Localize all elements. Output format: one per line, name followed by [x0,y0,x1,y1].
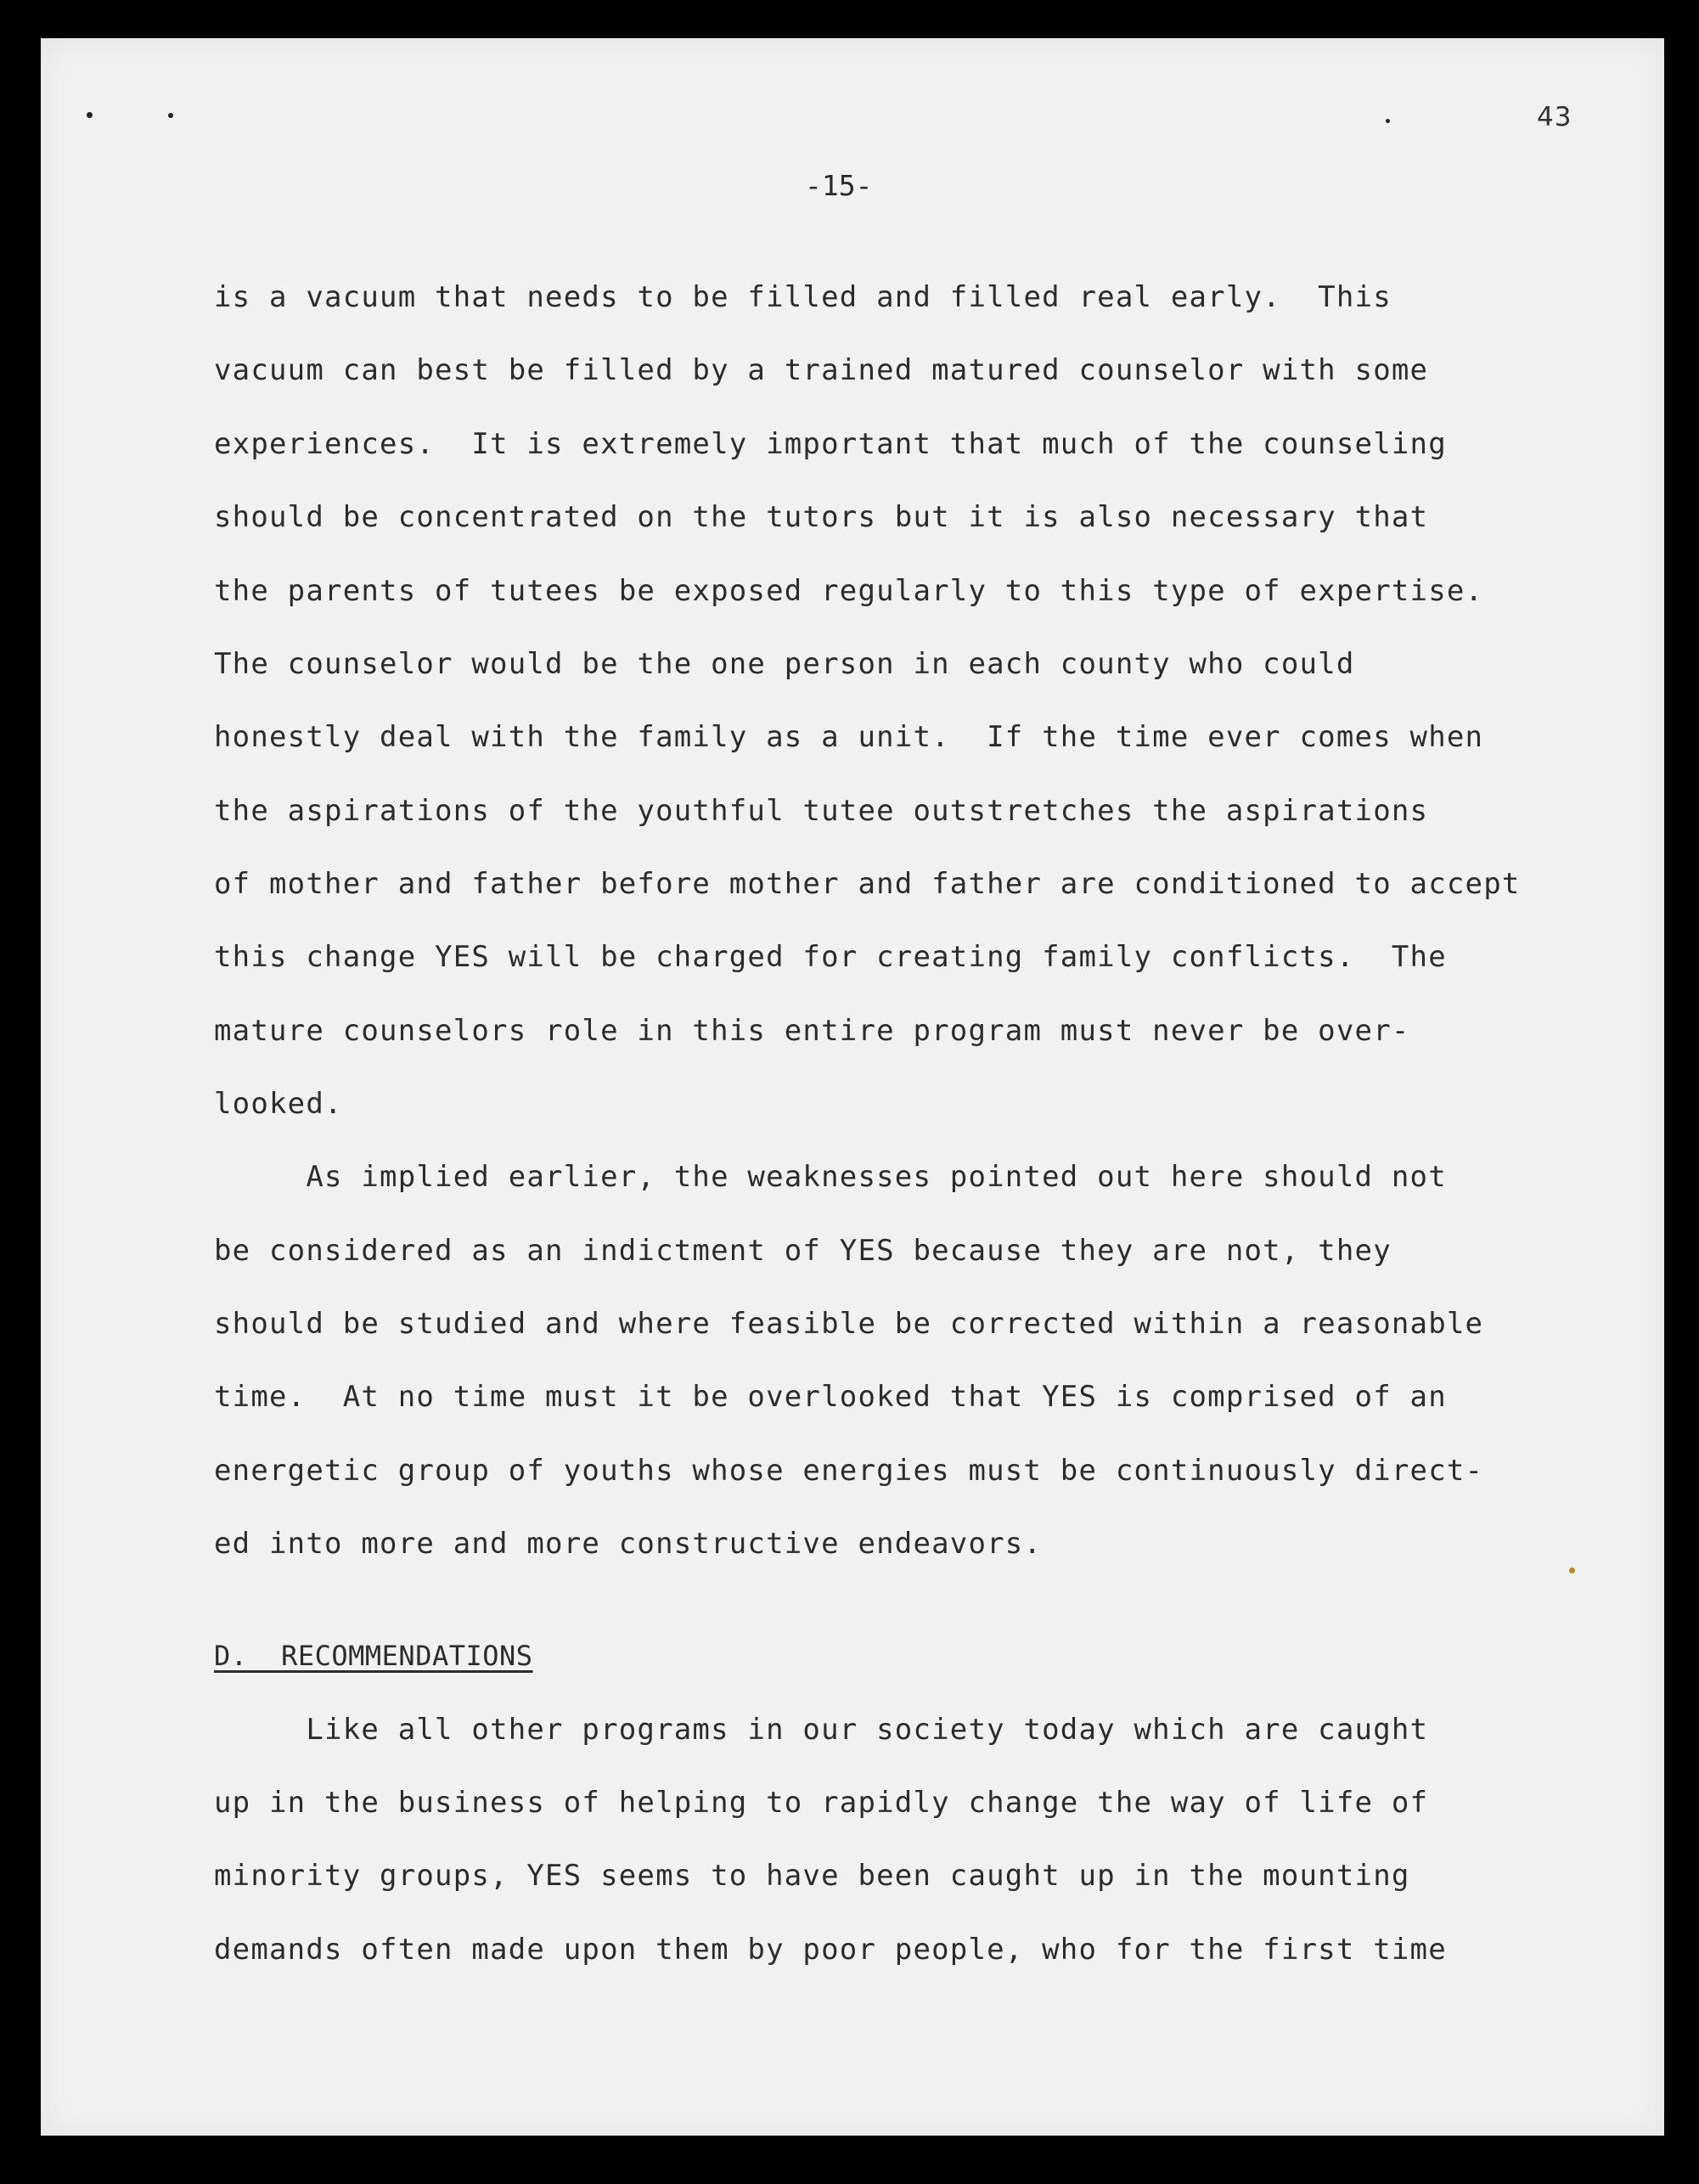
text-line: is a vacuum that needs to be filled and filled real early. This [214,280,1392,314]
text-line: should be studied and where feasible be corrected within a reasonable [214,1307,1484,1341]
text-line: experiences. It is extremely important that much of the counseling [214,427,1447,461]
text-line: this change YES will be charged for creating family conflicts. The [214,940,1447,974]
page-label: -15- [805,169,873,202]
text-line: demands often made upon them by poor people, who for the first time [214,1933,1447,1967]
text-line: the parents of tutees be exposed regularly to this type of expertise. [214,574,1484,608]
text-line: of mother and father before mother and father are conditioned to accept [214,867,1521,901]
text-line: vacuum can best be filled by a trained matured counselor with some [214,353,1429,387]
text-line: ed into more and more constructive endeavors. [214,1527,1043,1561]
text-line: honestly deal with the family as a unit. If the time ever comes when [214,720,1484,754]
scan-speck [1386,119,1390,123]
corner-page-number: 43 [1537,102,1572,132]
text-line: mature counselors role in this entire program must never be over- [214,1014,1410,1048]
scan-speck [168,113,173,118]
section-heading: D. RECOMMENDATIONS [214,1640,533,1672]
text-line: The counselor would be the one person in each county who could [214,647,1355,681]
text-line: up in the business of helping to rapidly change the way of life of [214,1786,1429,1820]
text-line: the aspirations of the youthful tutee outstretches the aspirations [214,794,1429,828]
text-line: time. At no time must it be overlooked that YES is comprised of an [214,1380,1447,1414]
text-line: looked. [214,1087,343,1121]
text-line: energetic group of youths whose energies must be continuously direct- [214,1454,1484,1488]
text-line: Like all other programs in our society today which are caught [214,1713,1429,1747]
text-line: As implied earlier, the weaknesses pointed out here should not [214,1160,1447,1194]
scan-speck [1569,1568,1575,1573]
text-line: should be concentrated on the tutors but it is also necessary that [214,500,1429,534]
text-line: minority groups, YES seems to have been caught up in the mounting [214,1859,1410,1893]
text-line: be considered as an indictment of YES because they are not, they [214,1234,1392,1268]
scan-speck [87,112,93,118]
